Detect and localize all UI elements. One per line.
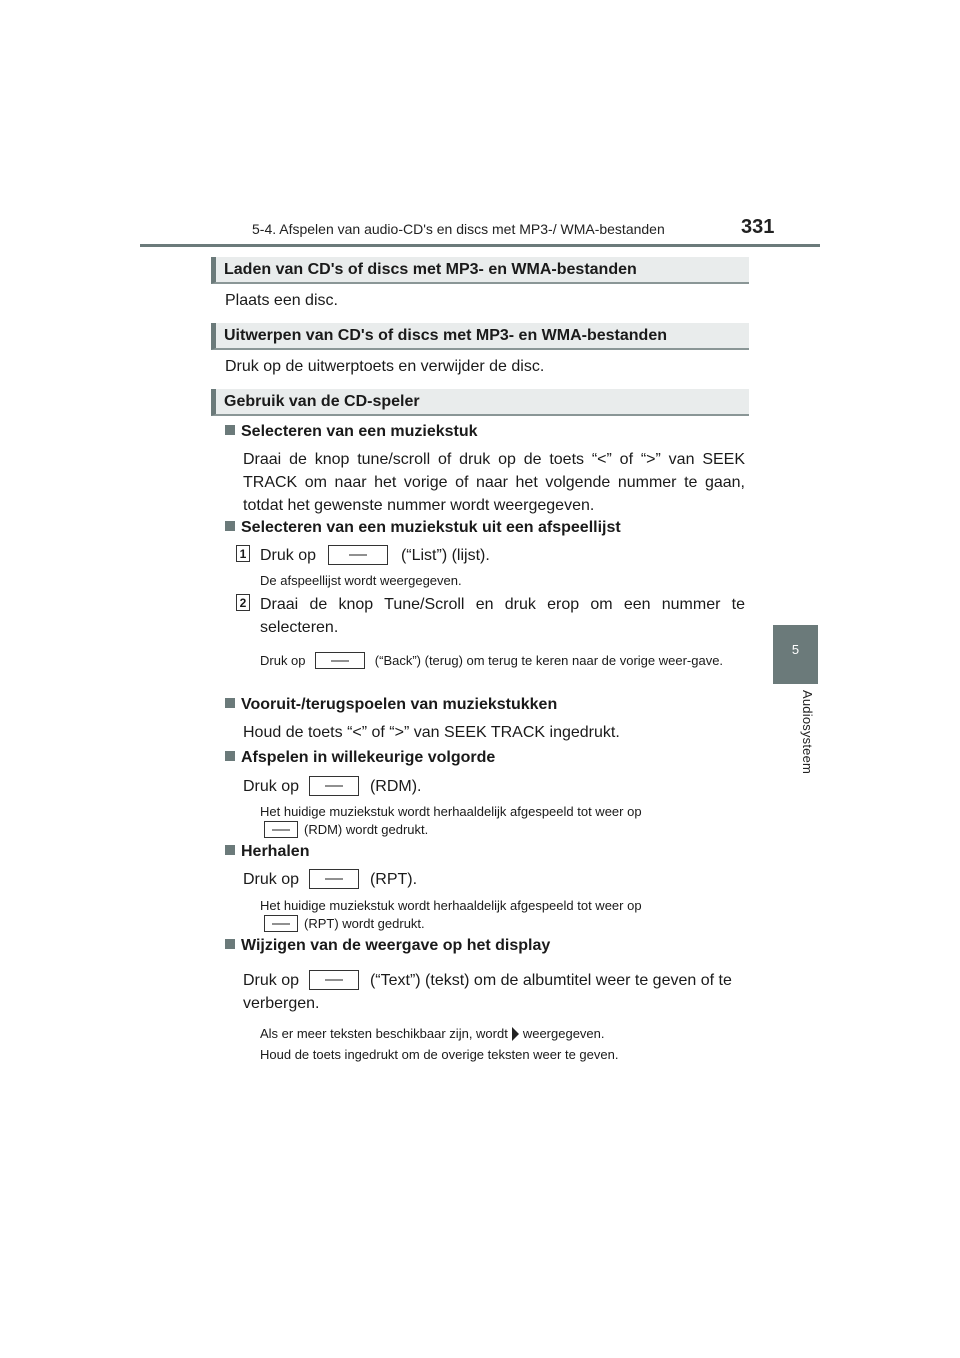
step-1-badge [236,545,250,563]
repeat-text: Druk op (RPT). [243,871,418,888]
step-number-icon: 2 [236,594,250,611]
playlist-step-1-note: De afspeellijst wordt weergegeven. [260,573,462,588]
list-button-icon [328,545,388,565]
text-button-icon [309,970,359,990]
playlist-back-note: Druk op (“Back”) (terug) om terug te keren naar de vorige weer-gave. [260,653,724,668]
rdm-button-icon [309,776,359,796]
bullet-square-icon [225,521,235,531]
header-rule [140,244,820,247]
repeat-note-line-2: (RPT) wordt gedrukt. [264,914,425,934]
chapter-tab: 5 [773,625,818,684]
bullet-square-icon [225,845,235,855]
rdm-button-icon [264,821,298,838]
page-number: 331 [741,216,775,238]
random-text: Druk op (RDM). [243,778,422,795]
playlist-heading: Selecteren van een muziekstuk uit een afspeellijst [225,519,621,537]
select-track-text: Draai de knop tune/scroll of druk op de toets “<” of “>” van SEEK TRACK om naar het vorige of naar het volgende nummer te gaan, totdat het gewenste nummer wordt weergegeven. [243,451,745,514]
bullet-square-icon [225,698,235,708]
bullet-square-icon [225,939,235,949]
more-text-arrow-icon [512,1027,519,1041]
section-heading-load: Laden van CD's of discs met MP3- en WMA-bestanden [211,257,749,284]
random-heading: Afspelen in willekeurige volgorde [225,749,495,767]
random-note-line-2: (RDM) wordt gedrukt. [264,820,428,840]
ffrew-text: Houd de toets “<” of “>” van SEEK TRACK ingedrukt. [243,724,620,741]
section-heading-usage: Gebruik van de CD-speler [211,389,749,416]
bullet-square-icon [225,425,235,435]
rpt-button-icon [264,915,298,932]
section-heading-eject: Uitwerpen van CD's of discs met MP3- en WMA-bestanden [211,323,749,350]
load-text: Plaats een disc. [225,292,338,309]
display-heading: Wijzigen van de weergave op het display [225,937,550,955]
repeat-heading: Herhalen [225,843,309,861]
chapter-tab-label: Audiosysteem [800,690,815,775]
display-note-1: Als er meer teksten beschikbaar zijn, wordt weergegeven. [260,1026,605,1041]
step-2-badge [236,594,250,612]
random-note-line-1: Het huidige muziekstuk wordt herhaaldelijk afgespeeld tot weer op [260,804,642,819]
back-button-icon [315,652,365,669]
select-track-heading: Selecteren van een muziekstuk [225,423,478,441]
repeat-note-line-1: Het huidige muziekstuk wordt herhaaldelijk afgespeeld tot weer op [260,898,642,913]
ffrew-heading: Vooruit-/terugspoelen van muziekstukken [225,696,557,714]
playlist-step-2: Draai de knop Tune/Scroll en druk erop om een nummer te selecteren. [260,596,745,636]
eject-text: Druk op de uitwerptoets en verwijder de disc. [225,358,545,375]
display-text: Druk op (“Text”) (tekst) om de albumtitel weer te geven of te verbergen. [243,972,732,1012]
step-number-icon: 1 [236,545,250,562]
rpt-button-icon [309,869,359,889]
chapter-title: 5-4. Afspelen van audio-CD's en discs met MP3-/ WMA-bestanden [252,221,665,237]
bullet-square-icon [225,751,235,761]
playlist-step-1: Druk op (“List”) (lijst). [260,547,490,564]
display-note-2: Houd de toets ingedrukt om de overige teksten weer te geven. [260,1047,619,1062]
